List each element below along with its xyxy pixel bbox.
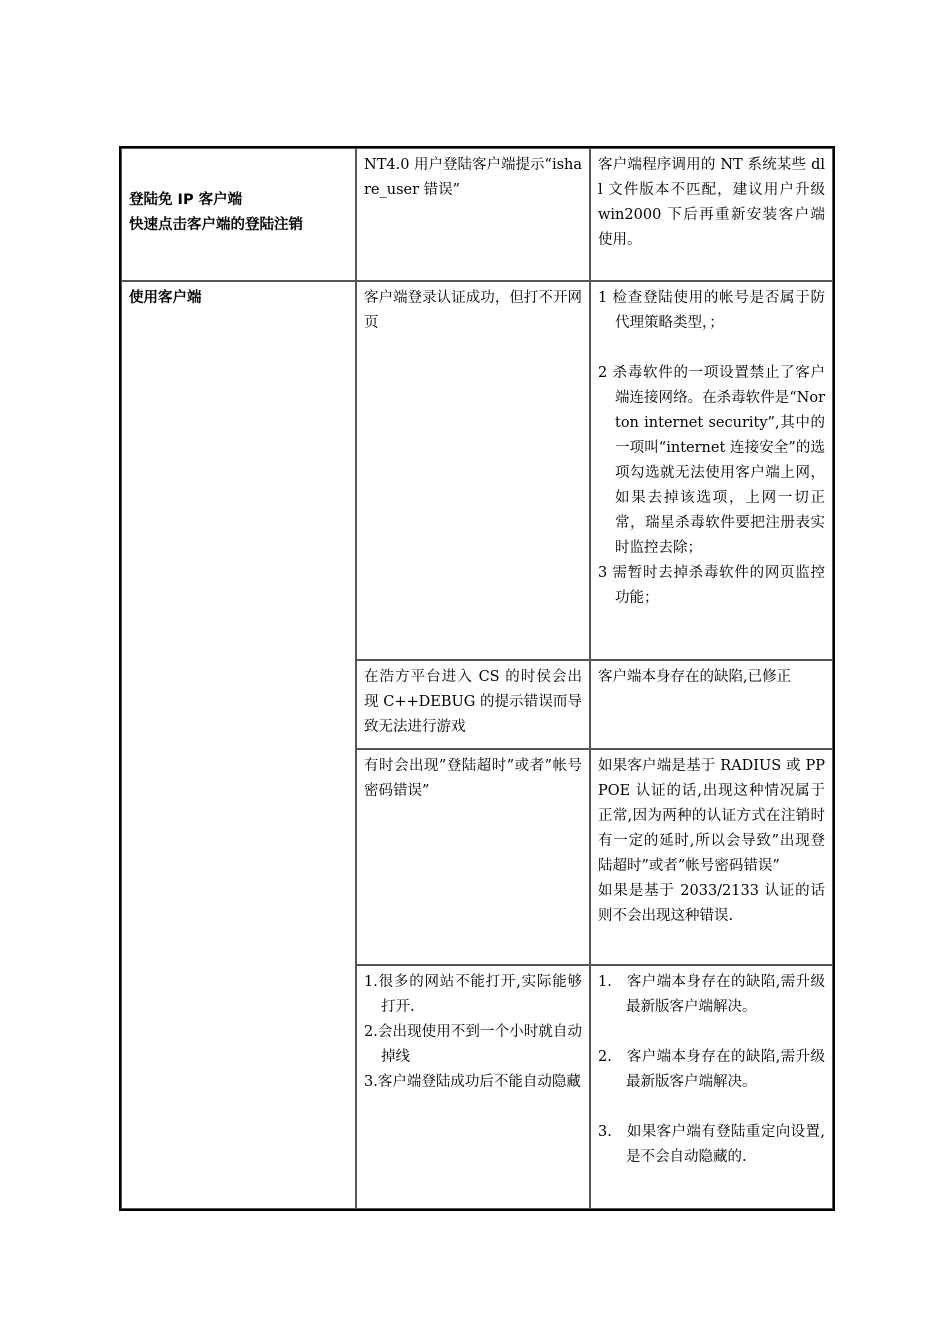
problem-text: NT4.0 用户登陆客户端提示“ishare_user 错误” [364, 157, 583, 198]
solution-item: 3. 如果客户端有登陆重定向设置,是不会自动隐藏的. [598, 1124, 825, 1165]
solution-item: 2 杀毒软件的一项设置禁止了客户端连接网络。在杀毒软件是“Norton internet security”,其中的一项叫“internet 连接安全”的选项勾选就无法使用客户端上网，如果去掉该选项，上网一切正常，瑞星杀毒软件要把注册表实时监控去除； [598, 365, 825, 556]
problem-item: 2.会出现使用不到一个小时就自动掉线 [364, 1024, 582, 1065]
solution-item: 1 检查登陆使用的帐号是否属于防代理策略类型，； [598, 290, 825, 331]
problem-cell [356, 148, 590, 281]
problem-cell [356, 660, 590, 749]
topic-text: 使用客户端 [129, 290, 202, 306]
solution-text: 客户端程序调用的 NT 系统某些 dll 文件版本不匹配，建议用户升级 win2000 下后再重新安装客户端使用。 [598, 157, 825, 248]
solution-cell [590, 749, 833, 965]
problem-cell [356, 281, 590, 660]
solution-cell [590, 148, 833, 281]
solution-line: 如果客户端是基于 RADIUS 或 PPPOE 认证的话,出现这种情况属于正常,因为两种的认证方式在注销时有一定的延时,所以会导致”出现登陆超时”或者”帐号密码错误” [598, 758, 825, 874]
problem-text: 在浩方平台进入 CS 的时侯会出现 C++DEBUG 的提示错误而导致无法进行游戏 [364, 669, 582, 735]
solution-cell [590, 281, 833, 660]
table-row [121, 148, 833, 281]
problem-item: 3.客户端登陆成功后不能自动隐藏 [364, 1074, 581, 1090]
solution-text: 客户端本身存在的缺陷,已修正 [598, 669, 792, 685]
troubleshooting-table [119, 146, 835, 1211]
solution-item: 3 需暂时去掉杀毒软件的网页监控功能； [598, 565, 825, 606]
solution-cell [590, 660, 833, 749]
table-row [121, 281, 833, 660]
topic-cell [121, 148, 356, 281]
problem-cell [356, 749, 590, 965]
problem-text: 客户端登录认证成功，但打不开网页 [364, 290, 582, 331]
topic-line: 登陆免 IP 客户端 [129, 191, 243, 208]
problem-item: 1.很多的网站不能打开,实际能够打开. [364, 974, 582, 1015]
solution-cell [590, 965, 833, 1209]
problem-cell [356, 965, 590, 1209]
problem-text: 有时会出现”登陆超时”或者”帐号密码错误” [364, 758, 582, 799]
solution-item: 1. 客户端本身存在的缺陷,需升级最新版客户端解决。 [598, 974, 825, 1015]
topic-cell [121, 281, 356, 1209]
solution-line: 如果是基于 2033/2133 认证的话则不会出现这种错误. [598, 883, 825, 924]
topic-line: 快速点击客户端的登陆注销 [129, 216, 303, 233]
solution-item: 2. 客户端本身存在的缺陷,需升级最新版客户端解决。 [598, 1049, 825, 1090]
